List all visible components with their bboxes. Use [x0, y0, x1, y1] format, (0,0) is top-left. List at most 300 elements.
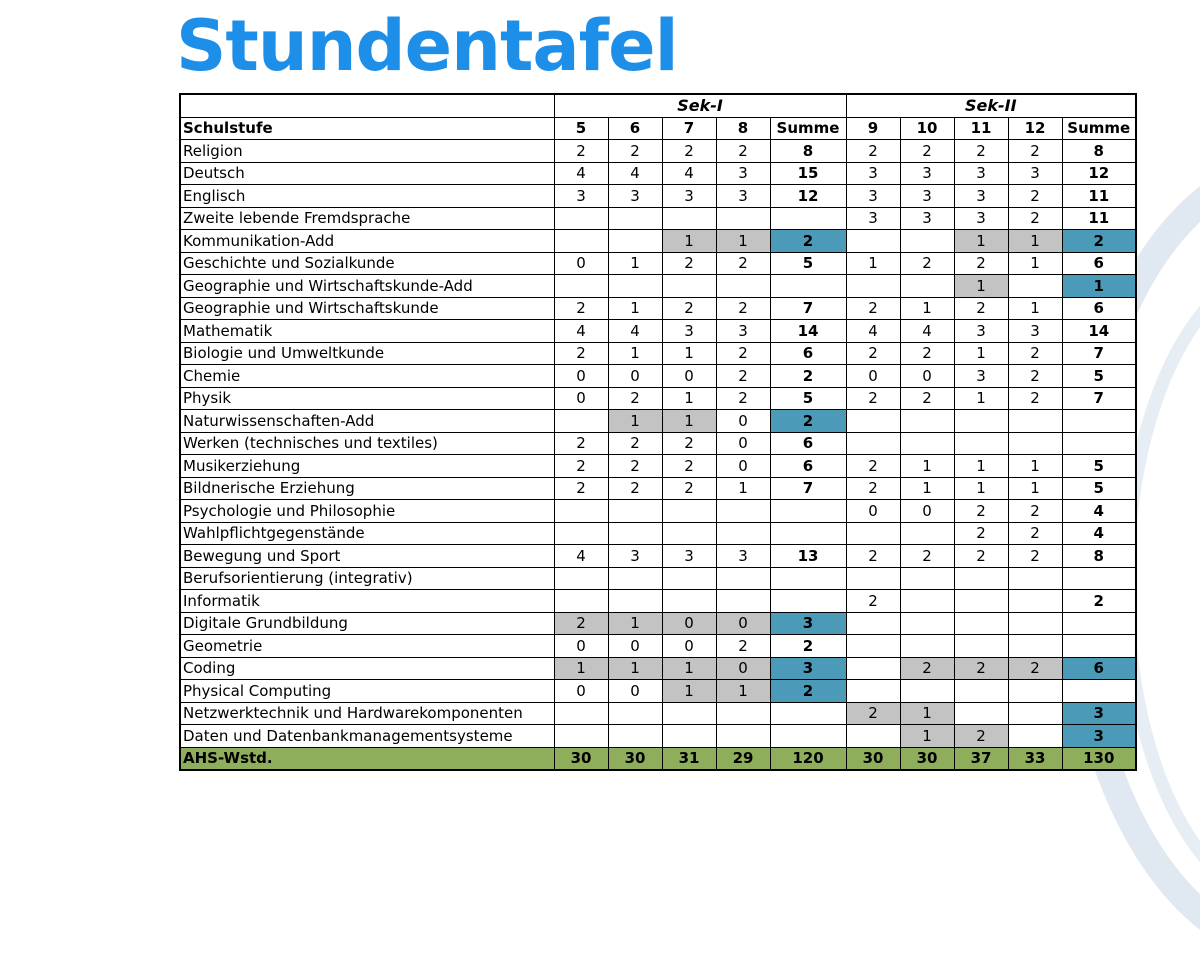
hours-cell: 2 [900, 252, 954, 275]
hours-cell: 0 [608, 635, 662, 658]
sum-cell: 6 [1062, 252, 1136, 275]
hours-cell: 1 [954, 230, 1008, 253]
sum-cell: 5 [1062, 455, 1136, 478]
hours-cell: 4 [554, 545, 608, 568]
hours-cell: 2 [846, 455, 900, 478]
hours-cell: 0 [608, 680, 662, 703]
hours-cell: 1 [608, 410, 662, 433]
hours-cell: 2 [954, 657, 1008, 680]
sum-cell: 2 [770, 230, 846, 253]
sum-cell: 5 [1062, 477, 1136, 500]
page-title: Stundentafel [176, 5, 678, 87]
hours-cell: 2 [900, 140, 954, 163]
hours-cell: 3 [662, 545, 716, 568]
hours-cell [554, 275, 608, 298]
sum-cell: 5 [1062, 365, 1136, 388]
hours-cell [846, 680, 900, 703]
hours-cell: 2 [1008, 522, 1062, 545]
table-row [180, 162, 1136, 185]
hours-cell [954, 410, 1008, 433]
sum-cell: 2 [1062, 590, 1136, 613]
hours-cell [716, 275, 770, 298]
hours-cell: 2 [662, 455, 716, 478]
hours-cell: 1 [662, 342, 716, 365]
hours-cell: 1 [716, 230, 770, 253]
hours-cell: 2 [1008, 545, 1062, 568]
total-label: AHS-Wstd. [180, 747, 554, 770]
sum-cell: 2 [770, 680, 846, 703]
hours-cell: 2 [662, 252, 716, 275]
sum-cell: 12 [1062, 162, 1136, 185]
group-header-blank [180, 94, 554, 117]
hours-cell: 2 [662, 432, 716, 455]
sum-cell: 1 [1062, 275, 1136, 298]
hours-cell: 2 [954, 522, 1008, 545]
hours-cell: 1 [662, 657, 716, 680]
hours-cell: 3 [1008, 162, 1062, 185]
hours-cell: 2 [1008, 342, 1062, 365]
column-header-row [180, 117, 1136, 140]
table-body [180, 140, 1136, 771]
hours-cell [716, 702, 770, 725]
column-header: 9 [846, 117, 900, 140]
sum-cell [770, 207, 846, 230]
group-header-row [180, 94, 1136, 117]
hours-cell: 1 [900, 477, 954, 500]
hours-cell [1008, 635, 1062, 658]
hours-cell: 2 [716, 297, 770, 320]
hours-cell: 2 [1008, 365, 1062, 388]
hours-cell [554, 567, 608, 590]
hours-cell: 0 [554, 635, 608, 658]
hours-cell [554, 207, 608, 230]
hours-cell: 0 [846, 500, 900, 523]
hours-cell: 2 [954, 545, 1008, 568]
hours-cell: 2 [716, 252, 770, 275]
subject-cell: Berufsorientierung (integrativ) [180, 567, 554, 590]
hours-cell [1008, 590, 1062, 613]
hours-cell: 1 [900, 455, 954, 478]
column-header: 7 [662, 117, 716, 140]
hours-cell: 2 [954, 252, 1008, 275]
hours-cell [554, 590, 608, 613]
hours-cell: 2 [900, 657, 954, 680]
sum-cell: 2 [770, 635, 846, 658]
total-cell: 30 [608, 747, 662, 770]
subject-cell: Religion [180, 140, 554, 163]
hours-cell: 0 [900, 500, 954, 523]
hours-cell: 1 [954, 387, 1008, 410]
hours-cell: 4 [608, 320, 662, 343]
hours-cell: 2 [954, 725, 1008, 748]
sum-cell: 8 [770, 140, 846, 163]
table-row [180, 455, 1136, 478]
hours-cell: 1 [1008, 230, 1062, 253]
hours-cell [900, 567, 954, 590]
hours-cell: 1 [846, 252, 900, 275]
hours-cell [608, 725, 662, 748]
hours-cell [716, 500, 770, 523]
column-header: 6 [608, 117, 662, 140]
hours-cell [954, 590, 1008, 613]
hours-cell [1008, 567, 1062, 590]
hours-cell: 2 [900, 387, 954, 410]
table-row [180, 230, 1136, 253]
column-header: 11 [954, 117, 1008, 140]
hours-cell [900, 590, 954, 613]
sum-cell: 6 [1062, 657, 1136, 680]
hours-cell [846, 725, 900, 748]
hours-cell: 1 [608, 657, 662, 680]
sum-cell [1062, 432, 1136, 455]
table-row [180, 567, 1136, 590]
subject-cell: Daten und Datenbankmanagementsysteme [180, 725, 554, 748]
hours-cell: 3 [846, 185, 900, 208]
hours-cell: 3 [608, 185, 662, 208]
hours-cell: 1 [716, 680, 770, 703]
total-cell: 29 [716, 747, 770, 770]
hours-cell: 2 [846, 590, 900, 613]
hours-cell: 0 [900, 365, 954, 388]
hours-cell: 3 [716, 185, 770, 208]
hours-cell: 2 [846, 297, 900, 320]
sum-cell: 11 [1062, 185, 1136, 208]
hours-cell: 1 [608, 612, 662, 635]
group-sek-1: Sek-I [554, 94, 846, 117]
hours-cell [662, 590, 716, 613]
hours-cell [1008, 612, 1062, 635]
table-row [180, 410, 1136, 433]
hours-cell: 2 [846, 387, 900, 410]
sum-cell: 12 [770, 185, 846, 208]
sum-cell [1062, 680, 1136, 703]
hours-cell [900, 680, 954, 703]
hours-cell: 3 [900, 185, 954, 208]
hours-cell [846, 522, 900, 545]
subject-cell: Werken (technisches und textiles) [180, 432, 554, 455]
hours-cell [954, 612, 1008, 635]
hours-cell [900, 275, 954, 298]
hours-cell: 3 [954, 162, 1008, 185]
hours-cell: 0 [716, 410, 770, 433]
subject-cell: Physical Computing [180, 680, 554, 703]
hours-cell: 2 [1008, 207, 1062, 230]
hours-cell [846, 567, 900, 590]
hours-cell: 2 [716, 140, 770, 163]
hours-cell [954, 567, 1008, 590]
hours-cell: 1 [900, 297, 954, 320]
hours-cell: 4 [608, 162, 662, 185]
hours-cell: 3 [846, 162, 900, 185]
total-cell: 30 [846, 747, 900, 770]
subject-cell: Geographie und Wirtschaftskunde [180, 297, 554, 320]
hours-cell [900, 635, 954, 658]
table-row [180, 387, 1136, 410]
table-row [180, 612, 1136, 635]
sum-cell: 14 [1062, 320, 1136, 343]
hours-cell [608, 230, 662, 253]
sum-cell: 2 [770, 365, 846, 388]
sum-cell: 3 [770, 612, 846, 635]
column-header: Summe [770, 117, 846, 140]
hours-cell [608, 275, 662, 298]
sum-cell: 5 [770, 252, 846, 275]
hours-cell [846, 432, 900, 455]
hours-cell: 2 [1008, 387, 1062, 410]
hours-cell: 2 [554, 432, 608, 455]
hours-cell [1008, 432, 1062, 455]
total-cell: 30 [900, 747, 954, 770]
hours-cell: 2 [900, 545, 954, 568]
hours-cell: 2 [662, 477, 716, 500]
hours-cell: 0 [716, 612, 770, 635]
sum-cell [1062, 635, 1136, 658]
hours-cell [900, 230, 954, 253]
hours-cell [1008, 702, 1062, 725]
sum-cell: 6 [770, 455, 846, 478]
hours-cell: 2 [954, 297, 1008, 320]
hours-cell [900, 522, 954, 545]
hours-cell [554, 522, 608, 545]
sum-cell: 2 [770, 410, 846, 433]
subject-cell: Chemie [180, 365, 554, 388]
subject-cell: Physik [180, 387, 554, 410]
group-sek-2: Sek-II [846, 94, 1136, 117]
subject-cell: Digitale Grundbildung [180, 612, 554, 635]
hours-cell: 1 [608, 342, 662, 365]
sum-cell [770, 725, 846, 748]
hours-cell [1008, 680, 1062, 703]
sum-cell: 7 [770, 297, 846, 320]
hours-cell [608, 567, 662, 590]
total-cell: 120 [770, 747, 846, 770]
table-row [180, 275, 1136, 298]
hours-cell: 2 [662, 297, 716, 320]
sum-cell: 6 [1062, 297, 1136, 320]
subject-cell: Bildnerische Erziehung [180, 477, 554, 500]
hours-cell: 0 [554, 252, 608, 275]
hours-cell: 2 [900, 342, 954, 365]
hours-cell: 1 [662, 387, 716, 410]
subject-cell: Coding [180, 657, 554, 680]
hours-cell: 3 [716, 545, 770, 568]
hours-cell: 3 [608, 545, 662, 568]
hours-cell [1008, 725, 1062, 748]
sum-cell: 6 [770, 432, 846, 455]
hours-cell: 1 [662, 230, 716, 253]
column-header: 12 [1008, 117, 1062, 140]
hours-cell [846, 275, 900, 298]
sum-cell: 11 [1062, 207, 1136, 230]
hours-cell: 1 [608, 297, 662, 320]
hours-cell [662, 500, 716, 523]
hours-cell [716, 590, 770, 613]
total-cell: 37 [954, 747, 1008, 770]
hours-cell [554, 230, 608, 253]
hours-cell: 1 [1008, 455, 1062, 478]
table-row [180, 432, 1136, 455]
sum-cell: 7 [1062, 342, 1136, 365]
hours-cell: 2 [608, 140, 662, 163]
hours-cell [716, 207, 770, 230]
hours-cell [716, 725, 770, 748]
hours-cell [662, 207, 716, 230]
hours-cell: 2 [716, 635, 770, 658]
table-row [180, 297, 1136, 320]
hours-cell: 2 [716, 365, 770, 388]
table-row [180, 657, 1136, 680]
table-row [180, 320, 1136, 343]
hours-cell [954, 680, 1008, 703]
hours-cell: 2 [608, 432, 662, 455]
column-header: 8 [716, 117, 770, 140]
sum-cell: 14 [770, 320, 846, 343]
hours-cell [846, 657, 900, 680]
sum-cell [770, 500, 846, 523]
subject-cell: Informatik [180, 590, 554, 613]
hours-cell: 3 [662, 320, 716, 343]
hours-cell: 1 [954, 342, 1008, 365]
sum-cell: 3 [1062, 725, 1136, 748]
hours-cell [662, 702, 716, 725]
hours-cell [608, 590, 662, 613]
sum-cell: 4 [1062, 522, 1136, 545]
subject-cell: Wahlpflichtgegenstände [180, 522, 554, 545]
hours-cell: 2 [716, 387, 770, 410]
table-row [180, 635, 1136, 658]
hours-cell: 3 [846, 207, 900, 230]
hours-cell [846, 635, 900, 658]
table-row [180, 545, 1136, 568]
hours-cell: 2 [554, 612, 608, 635]
hours-cell: 1 [608, 252, 662, 275]
total-cell: 31 [662, 747, 716, 770]
hours-cell: 3 [554, 185, 608, 208]
hours-cell: 2 [846, 545, 900, 568]
hours-cell: 3 [716, 162, 770, 185]
sum-cell: 4 [1062, 500, 1136, 523]
hours-cell: 1 [662, 410, 716, 433]
subject-cell: Psychologie und Philosophie [180, 500, 554, 523]
hours-cell: 4 [846, 320, 900, 343]
hours-cell: 3 [954, 365, 1008, 388]
hours-cell: 3 [900, 207, 954, 230]
hours-cell [716, 567, 770, 590]
sum-cell: 3 [770, 657, 846, 680]
subject-cell: Kommunikation-Add [180, 230, 554, 253]
hours-cell: 0 [662, 365, 716, 388]
hours-cell [954, 635, 1008, 658]
total-cell: 33 [1008, 747, 1062, 770]
hours-cell [662, 275, 716, 298]
sum-cell [770, 590, 846, 613]
hours-cell: 0 [662, 635, 716, 658]
hours-cell: 3 [954, 320, 1008, 343]
hours-cell: 0 [554, 680, 608, 703]
hours-cell [846, 410, 900, 433]
hours-cell [900, 612, 954, 635]
hours-cell: 2 [846, 477, 900, 500]
sum-cell [1062, 567, 1136, 590]
hours-cell: 2 [846, 140, 900, 163]
column-header: 10 [900, 117, 954, 140]
subject-cell: Netzwerktechnik und Hardwarekomponenten [180, 702, 554, 725]
sum-cell [770, 567, 846, 590]
hours-cell: 3 [954, 207, 1008, 230]
hours-cell: 4 [554, 320, 608, 343]
hours-cell: 1 [954, 455, 1008, 478]
subject-cell: Geometrie [180, 635, 554, 658]
hours-cell: 1 [900, 725, 954, 748]
hours-cell: 2 [716, 342, 770, 365]
subject-cell: Deutsch [180, 162, 554, 185]
hours-cell: 3 [954, 185, 1008, 208]
sum-cell: 2 [1062, 230, 1136, 253]
hours-cell: 0 [554, 365, 608, 388]
hours-cell: 2 [1008, 185, 1062, 208]
hours-cell: 4 [662, 162, 716, 185]
sum-cell: 5 [770, 387, 846, 410]
hours-cell: 2 [608, 477, 662, 500]
hours-cell: 0 [608, 365, 662, 388]
sum-cell: 15 [770, 162, 846, 185]
hours-cell: 3 [900, 162, 954, 185]
table-row [180, 522, 1136, 545]
table-row [180, 500, 1136, 523]
table-row [180, 342, 1136, 365]
table-row [180, 140, 1136, 163]
table-row [180, 702, 1136, 725]
hours-cell [1008, 410, 1062, 433]
sum-cell: 8 [1062, 545, 1136, 568]
sum-cell [770, 702, 846, 725]
hours-cell: 3 [662, 185, 716, 208]
sum-cell: 7 [1062, 387, 1136, 410]
hours-cell [554, 500, 608, 523]
hours-cell [608, 702, 662, 725]
hours-cell: 0 [846, 365, 900, 388]
hours-cell: 2 [846, 342, 900, 365]
hours-cell: 0 [716, 657, 770, 680]
total-row [180, 747, 1136, 770]
hours-cell [554, 725, 608, 748]
hours-cell: 1 [554, 657, 608, 680]
hours-cell [954, 702, 1008, 725]
subject-cell: Biologie und Umweltkunde [180, 342, 554, 365]
hours-cell [554, 702, 608, 725]
column-header-label: Schulstufe [180, 117, 554, 140]
sum-cell [770, 275, 846, 298]
timetable [179, 93, 1137, 771]
hours-cell [662, 522, 716, 545]
hours-cell: 0 [662, 612, 716, 635]
hours-cell [900, 432, 954, 455]
subject-cell: Mathematik [180, 320, 554, 343]
hours-cell: 2 [1008, 140, 1062, 163]
hours-cell: 2 [954, 500, 1008, 523]
hours-cell: 1 [1008, 297, 1062, 320]
hours-cell [608, 500, 662, 523]
hours-cell: 4 [900, 320, 954, 343]
column-header: 5 [554, 117, 608, 140]
sum-cell [770, 522, 846, 545]
hours-cell: 1 [900, 702, 954, 725]
column-header: Summe [1062, 117, 1136, 140]
table-row [180, 185, 1136, 208]
hours-cell [608, 207, 662, 230]
hours-cell: 3 [1008, 320, 1062, 343]
hours-cell: 0 [716, 432, 770, 455]
